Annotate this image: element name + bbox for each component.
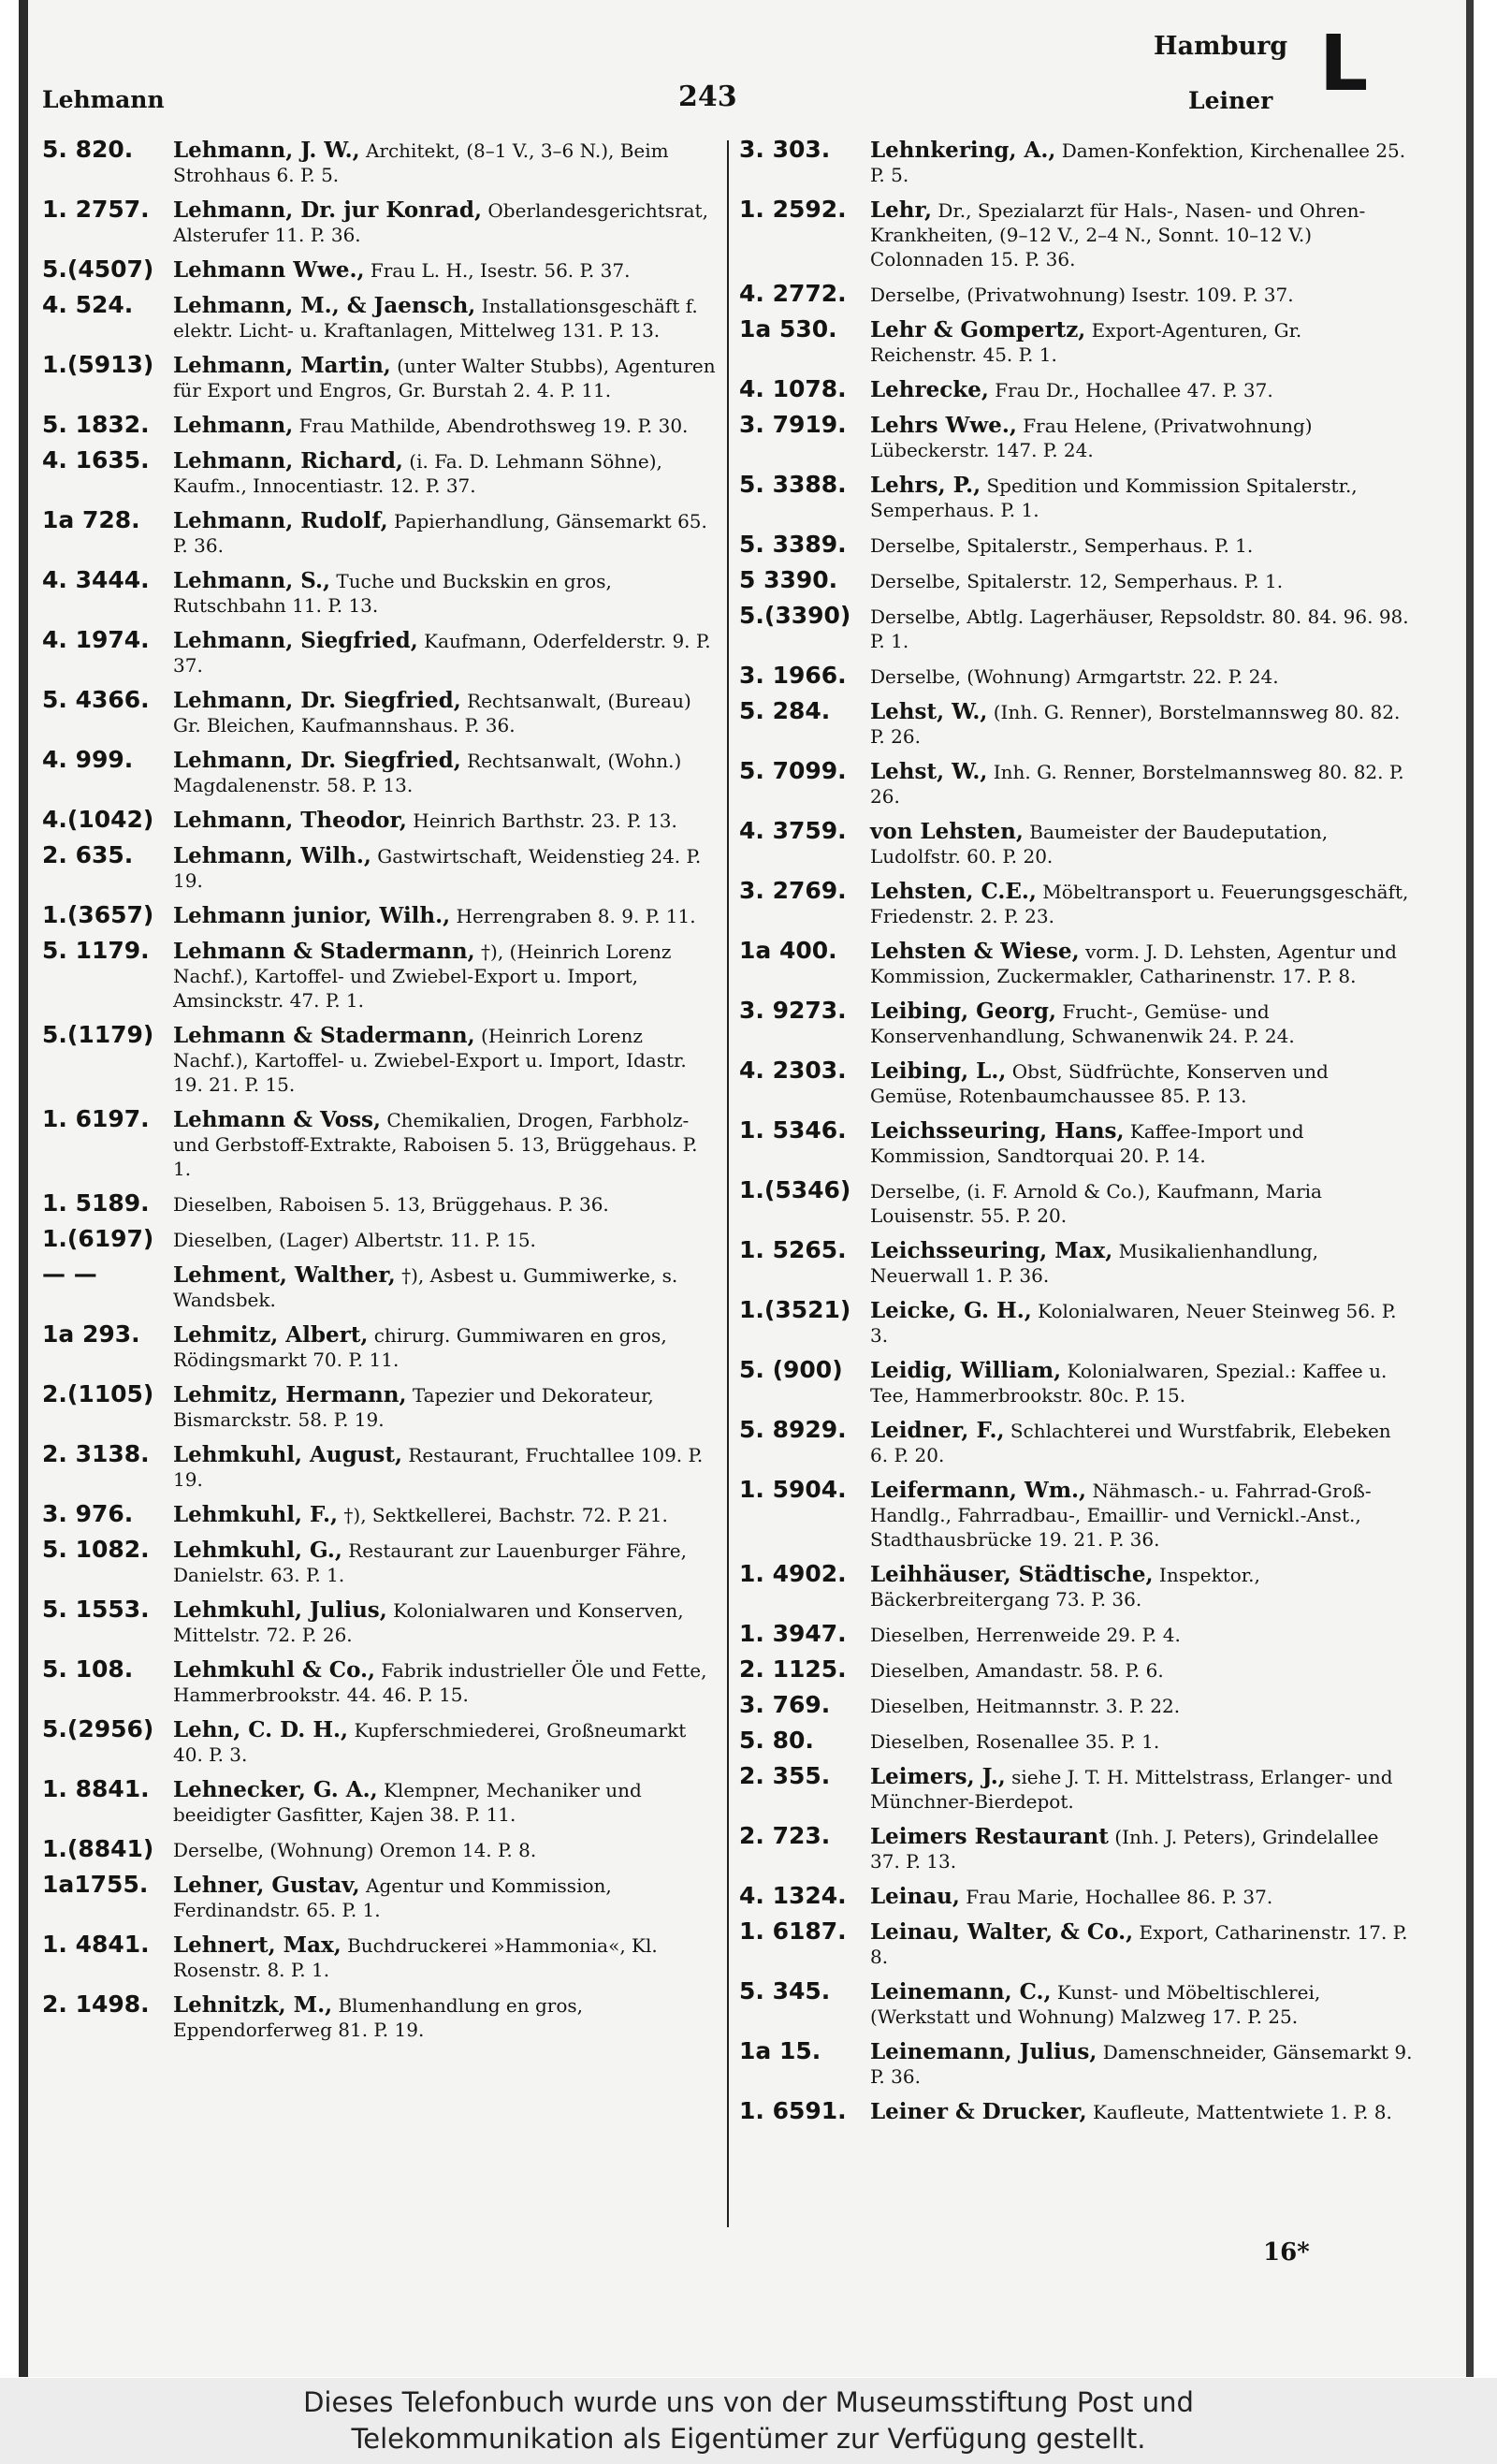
entry-details: Tapezier und Dekorateur, Bismarckstr. 58. P. 19. bbox=[173, 1384, 654, 1431]
entry-details: Herrengraben 8. 9. P. 11. bbox=[456, 905, 696, 927]
entry-details: Nähmasch.- u. Fahrrad-Groß-Handlg., Fahrradbau-, Emaillir- und Vernickl.-Anst., Stadthausbrücke 19. 21. P. 36. bbox=[870, 1480, 1372, 1551]
directory-entry bbox=[739, 999, 1413, 1048]
phone-number: 3. 769. bbox=[739, 1691, 831, 1718]
phone-number: — — bbox=[42, 1261, 97, 1288]
phone-number: 1a 530. bbox=[739, 315, 837, 343]
phone-number: 1.(6197) bbox=[42, 1225, 154, 1252]
directory-entry bbox=[42, 746, 716, 797]
phone-number: 2. 3138. bbox=[42, 1440, 150, 1467]
phone-number: 1. 4902. bbox=[739, 1560, 847, 1587]
phone-number: 3. 2769. bbox=[739, 877, 847, 904]
phone-number: 2. 1498. bbox=[42, 1990, 150, 2018]
entry-details: Kupferschmiederei, Großneumarkt 40. P. 3. bbox=[173, 1719, 687, 1766]
entry-details: Kolonialwaren, Spezial.: Kaffee u. Tee, Hammerbrookstr. 80c. P. 15. bbox=[870, 1360, 1388, 1407]
entry-name: Leichsseuring, Hans, bbox=[870, 1118, 1125, 1144]
entry-details: Agentur und Kommission, Ferdinandstr. 65. P. 1. bbox=[173, 1874, 612, 1921]
phone-number: 1a1755. bbox=[42, 1871, 149, 1898]
entry-details: Derselbe, (Privatwohnung) Isestr. 109. P. 37. bbox=[870, 284, 1294, 306]
entry-name: Lehmann, J. W., bbox=[173, 138, 360, 163]
directory-entry bbox=[42, 291, 716, 343]
header-right-word: Leiner bbox=[1188, 87, 1273, 114]
directory-entry bbox=[42, 1655, 716, 1707]
directory-entry bbox=[739, 1977, 1413, 2029]
entry-details: Blumenhandlung en gros, Eppendorferweg 81. P. 19. bbox=[173, 1994, 584, 2041]
phone-number: 4. 1324. bbox=[739, 1882, 847, 1909]
entry-details: Papierhandlung, Gänsemarkt 65. P. 36. bbox=[173, 510, 707, 557]
entry-name: Lehsten, C.E., bbox=[870, 879, 1037, 904]
entry-name: Lehmann, Dr. jur Konrad, bbox=[173, 197, 483, 223]
entry-name: Lehmann, Dr. Siegfried, bbox=[173, 748, 461, 773]
footer-line-1: Dieses Telefonbuch wurde uns von der Museumsstiftung Post und bbox=[303, 2386, 1194, 2418]
entry-details: Frau Marie, Hochallee 86. P. 37. bbox=[966, 1886, 1273, 1908]
directory-entry bbox=[739, 533, 1413, 558]
phone-number: 1. 2757. bbox=[42, 196, 150, 223]
phone-number: 5. 1082. bbox=[42, 1536, 150, 1563]
entry-details: Derselbe, Spitalerstr., Semperhaus. P. 1. bbox=[870, 534, 1254, 557]
phone-number: 4. 1974. bbox=[42, 626, 150, 653]
directory-entry bbox=[739, 280, 1413, 307]
directory-entry bbox=[42, 1715, 716, 1767]
phone-number: 1. 4841. bbox=[42, 1931, 150, 1958]
entry-name: Lehr, bbox=[870, 197, 932, 223]
entry-name: Leichsseuring, Max, bbox=[870, 1238, 1113, 1263]
phone-number: 4. 1078. bbox=[739, 375, 847, 402]
directory-entry bbox=[739, 697, 1413, 749]
directory-entry bbox=[739, 1296, 1413, 1348]
directory-entry bbox=[739, 877, 1413, 928]
entry-details: †), (Heinrich Lorenz Nachf.), Kartoffel- und Zwiebel-Export u. Import, Amsinckstr. 47. P. 1. bbox=[173, 940, 672, 1012]
entry-details: Fabrik industrieller Öle und Fette, Hammerbrookstr. 44. 46. P. 15. bbox=[173, 1659, 707, 1706]
phone-number: 4. 3444. bbox=[42, 566, 150, 593]
directory-entry bbox=[739, 1917, 1413, 1969]
entry-name: Lehmann, Siegfried, bbox=[173, 628, 418, 653]
directory-entry bbox=[42, 255, 716, 283]
directory-entry bbox=[739, 1236, 1413, 1288]
directory-entry bbox=[42, 1105, 716, 1181]
entry-details: Frau Mathilde, Abendrothsweg 19. P. 30. bbox=[298, 415, 689, 437]
header-left-word: Lehmann bbox=[42, 86, 165, 113]
phone-number: 5. 1553. bbox=[42, 1596, 150, 1623]
entry-details: vorm. J. D. Lehsten, Agentur und Kommission, Zuckermakler, Catharinenstr. 17. P. 8. bbox=[870, 940, 1397, 987]
entry-details: Dieselben, Herrenweide 29. P. 4. bbox=[870, 1624, 1181, 1646]
phone-number: 1a 400. bbox=[739, 937, 837, 964]
entry-name: Lehnert, Max, bbox=[173, 1932, 342, 1958]
directory-entry bbox=[739, 602, 1413, 653]
entry-name: Leifermann, Wm., bbox=[870, 1478, 1087, 1503]
directory-entry bbox=[739, 471, 1413, 522]
entry-name: Leinau, Walter, & Co., bbox=[870, 1919, 1134, 1945]
directory-entry bbox=[42, 1320, 716, 1372]
phone-number: 3. 9273. bbox=[739, 997, 847, 1024]
entry-name: Leidig, William, bbox=[870, 1358, 1062, 1383]
directory-entry bbox=[739, 2097, 1413, 2124]
entry-details: Dieselben, Amandastr. 58. P. 6. bbox=[870, 1659, 1164, 1682]
entry-name: Lehrs Wwe., bbox=[870, 413, 1017, 438]
header-city: Hamburg bbox=[1154, 32, 1288, 61]
directory-entry bbox=[42, 446, 716, 498]
entry-details: chirurg. Gummiwaren en gros, Rödingsmarkt 70. P. 11. bbox=[173, 1324, 667, 1371]
footer-notice bbox=[0, 2378, 1497, 2464]
phone-number: 1.(3657) bbox=[42, 901, 154, 928]
phone-number: 5.(3390) bbox=[739, 602, 851, 629]
phone-number: 1a 293. bbox=[42, 1320, 140, 1348]
entry-details: Restaurant zur Lauenburger Fähre, Danielstr. 63. P. 1. bbox=[173, 1539, 687, 1586]
entry-name: Lehnecker, G. A., bbox=[173, 1777, 378, 1802]
entry-name: Leidner, F., bbox=[870, 1418, 1005, 1443]
entry-details: Rechtsanwalt, (Wohn.) Magdalenenstr. 58. P. 13. bbox=[173, 750, 682, 796]
directory-entry bbox=[42, 1225, 716, 1252]
phone-number: 1.(8841) bbox=[42, 1835, 154, 1862]
directory-entry bbox=[739, 1116, 1413, 1168]
directory-entry bbox=[739, 198, 1413, 271]
entry-details: Damen-Konfektion, Kirchenallee 25. P. 5. bbox=[870, 139, 1406, 186]
entry-details: Oberlandesgerichtsrat, Alsterufer 11. P. 36. bbox=[173, 199, 708, 246]
directory-entry bbox=[739, 136, 1413, 187]
directory-entry bbox=[739, 1882, 1413, 1909]
phone-number: 5.(4507) bbox=[42, 255, 154, 283]
entry-name: Leibing, L., bbox=[870, 1058, 1007, 1084]
phone-number: 1a 15. bbox=[739, 2037, 821, 2064]
entry-name: Lehrecke, bbox=[870, 377, 989, 402]
entry-details: Derselbe, (Wohnung) Armgartstr. 22. P. 24. bbox=[870, 665, 1279, 688]
directory-entry bbox=[739, 1762, 1413, 1814]
entry-details: †), Sektkellerei, Bachstr. 72. P. 21. bbox=[343, 1504, 668, 1526]
entry-details: Spedition und Kommission Spitalerstr., Semperhaus. P. 1. bbox=[870, 474, 1358, 521]
directory-entry bbox=[42, 901, 716, 928]
directory-entry bbox=[42, 1500, 716, 1527]
entry-details: Dieselben, Rosenallee 35. P. 1. bbox=[870, 1730, 1160, 1753]
entry-name: von Lehsten, bbox=[870, 819, 1024, 844]
entry-details: Derselbe, Abtlg. Lagerhäuser, Repsoldstr. 80. 84. 96. 98. P. 1. bbox=[870, 605, 1409, 652]
directory-entry bbox=[42, 1440, 716, 1492]
entry-name: Lehr & Gompertz, bbox=[870, 317, 1086, 343]
directory-entry bbox=[739, 817, 1413, 868]
entry-name: Lehmkuhl, August, bbox=[173, 1442, 402, 1467]
phone-number: 2. 355. bbox=[739, 1762, 831, 1789]
phone-number: 4.(1042) bbox=[42, 806, 154, 833]
entry-details: Inh. G. Renner, Borstelmannsweg 80. 82. P. 26. bbox=[870, 761, 1404, 808]
entry-details: Dieselben, Heitmannstr. 3. P. 22. bbox=[870, 1695, 1181, 1717]
directory-entry bbox=[739, 1729, 1413, 1754]
entry-details: Derselbe, Spitalerstr. 12, Semperhaus. P. 1. bbox=[870, 570, 1284, 592]
entry-name: Leimers Restaurant bbox=[870, 1824, 1109, 1849]
header-letter: L bbox=[1319, 20, 1369, 109]
phone-number: 5. 1179. bbox=[42, 937, 150, 964]
entry-details: Export, Catharinenstr. 17. P. 8. bbox=[870, 1921, 1408, 1968]
entry-details: Gastwirtschaft, Weidenstieg 24. P. 19. bbox=[173, 845, 702, 892]
page-number: 243 bbox=[678, 80, 737, 113]
phone-number: 5. 3388. bbox=[739, 471, 847, 498]
entry-details: †), Asbest u. Gummiwerke, s. Wandsbek. bbox=[173, 1264, 678, 1311]
entry-details: Installationsgeschäft f. elektr. Licht- u. Kraftanlagen, Mittelweg 131. P. 13. bbox=[173, 295, 698, 342]
entry-name: Lehmann, M., & Jaensch, bbox=[173, 293, 476, 318]
directory-entry bbox=[42, 937, 716, 1013]
directory-entry bbox=[739, 375, 1413, 402]
directory-entry bbox=[42, 1871, 716, 1922]
entry-details: Derselbe, (Wohnung) Oremon 14. P. 8. bbox=[173, 1839, 537, 1861]
entry-details: Inspektor., Bäckerbreitergang 73. P. 36. bbox=[870, 1564, 1260, 1611]
entry-name: Lehn, C. D. H., bbox=[173, 1717, 349, 1742]
directory-entry bbox=[42, 1835, 716, 1862]
phone-number: 3. 303. bbox=[739, 136, 831, 163]
entry-name: Lehmann, Dr. Siegfried, bbox=[173, 688, 461, 713]
entry-details: Export-Agenturen, Gr. Reichenstr. 45. P. 1. bbox=[870, 319, 1302, 366]
entry-details: (i. Fa. D. Lehmann Söhne), Kaufm., Innocentiastr. 12. P. 37. bbox=[173, 450, 662, 497]
phone-number: 4. 2772. bbox=[739, 280, 847, 307]
entry-details: Dr., Spezialarzt für Hals-, Nasen- und Ohren-Krankheiten, (9–12 V., 2–4 N., Sonnt. 10–12 V.) Colonnaden 15. P. 36. bbox=[870, 199, 1366, 270]
entry-details: Frau Helene, (Privatwohnung) Lübeckerstr. 147. P. 24. bbox=[870, 415, 1313, 461]
entry-details: Architekt, (8–1 V., 3–6 N.), Beim Strohhaus 6. P. 5. bbox=[173, 139, 669, 186]
entry-name: Leicke, G. H., bbox=[870, 1298, 1032, 1323]
phone-number: 3. 7919. bbox=[739, 411, 847, 438]
entry-name: Lehst, W., bbox=[870, 699, 988, 724]
entry-details: Musikalienhandlung, Neuerwall 1. P. 36. bbox=[870, 1240, 1319, 1287]
phone-number: 1. 5265. bbox=[739, 1236, 847, 1263]
signature-mark: 16* bbox=[1263, 2238, 1310, 2267]
directory-entry bbox=[42, 411, 716, 438]
phone-number: 2. 635. bbox=[42, 841, 134, 868]
phone-number: 1. 6197. bbox=[42, 1105, 150, 1132]
entry-details: Restaurant, Fruchtallee 109. P. 19. bbox=[173, 1444, 704, 1491]
entry-details: Schlachterei und Wurstfabrik, Elebeken 6. P. 20. bbox=[870, 1420, 1391, 1466]
phone-number: 5.(1179) bbox=[42, 1021, 154, 1048]
directory-entry bbox=[42, 1933, 716, 1982]
phone-number: 1.(5913) bbox=[42, 351, 154, 378]
directory-entry bbox=[42, 198, 716, 247]
phone-number: 5. 108. bbox=[42, 1655, 134, 1683]
entry-name: Leimers, J., bbox=[870, 1764, 1006, 1789]
entry-details: Kaufmann, Oderfelderstr. 9. P. 37. bbox=[173, 630, 711, 677]
entry-details: Kolonialwaren und Konserven, Mittelstr. 72. P. 26. bbox=[173, 1599, 684, 1646]
phone-number: 3. 1966. bbox=[739, 662, 847, 689]
entry-details: Dieselben, Raboisen 5. 13, Brüggehaus. P. 36. bbox=[173, 1193, 609, 1216]
phone-number: 4. 3759. bbox=[739, 817, 847, 844]
entry-details: Damenschneider, Gänsemarkt 9. P. 36. bbox=[870, 2041, 1413, 2088]
entry-details: Frau L. H., Isestr. 56. P. 37. bbox=[370, 259, 631, 282]
phone-number: 1. 5346. bbox=[739, 1116, 847, 1144]
directory-entry bbox=[42, 136, 716, 187]
entry-name: Leinemann, Julius, bbox=[870, 2039, 1097, 2064]
entry-details: Kolonialwaren, Neuer Steinweg 56. P. 3. bbox=[870, 1300, 1397, 1347]
directory-entry bbox=[739, 757, 1413, 809]
entry-details: Buchdruckerei »Hammonia«, Kl. Rosenstr. 8. P. 1. bbox=[173, 1934, 658, 1981]
directory-entry bbox=[739, 1416, 1413, 1467]
entry-details: Dieselben, (Lager) Albertstr. 11. P. 15. bbox=[173, 1229, 536, 1251]
entry-name: Leiner & Drucker, bbox=[870, 2099, 1087, 2124]
phone-number: 5. 80. bbox=[739, 1727, 814, 1754]
phone-number: 1a 728. bbox=[42, 506, 140, 533]
phone-number: 4. 999. bbox=[42, 746, 134, 773]
directory-entry bbox=[739, 566, 1413, 593]
column-divider bbox=[727, 140, 729, 2227]
entry-name: Lehst, W., bbox=[870, 759, 988, 784]
directory-entry bbox=[739, 1822, 1413, 1874]
entry-name: Lehmann, Richard, bbox=[173, 448, 403, 474]
phone-number: 5. 3389. bbox=[739, 531, 847, 558]
left-column bbox=[42, 136, 716, 2053]
entry-name: Leihhäuser, Städtische, bbox=[870, 1562, 1154, 1587]
directory-entry bbox=[739, 664, 1413, 689]
phone-number: 5. (900) bbox=[739, 1356, 843, 1383]
directory-entry bbox=[739, 1560, 1413, 1611]
entry-details: Rechtsanwalt, (Bureau) Gr. Bleichen, Kaufmannshaus. P. 36. bbox=[173, 690, 691, 736]
entry-name: Lehmann, bbox=[173, 413, 294, 438]
phone-number: 1. 5904. bbox=[739, 1476, 847, 1503]
entry-name: Lehnitzk, M., bbox=[173, 1992, 333, 2018]
directory-entry bbox=[42, 626, 716, 678]
phone-number: 1. 6591. bbox=[739, 2097, 847, 2124]
entry-name: Lehrs, P., bbox=[870, 473, 981, 498]
phone-number: 5. 345. bbox=[739, 1977, 831, 2005]
entry-details: Frucht-, Gemüse- und Konservenhandlung, Schwanenwik 24. P. 24. bbox=[870, 1000, 1295, 1047]
phone-number: 1. 2592. bbox=[739, 196, 847, 223]
phone-number: 5. 8929. bbox=[739, 1416, 847, 1443]
entry-name: Leinemann, C., bbox=[870, 1979, 1052, 2005]
directory-entry bbox=[739, 1620, 1413, 1647]
phone-number: 5 3390. bbox=[739, 566, 838, 593]
footer-line-2: Telekommunikation als Eigentümer zur Verfügung gestellt. bbox=[351, 2423, 1146, 2455]
entry-details: (Heinrich Lorenz Nachf.), Kartoffel- u. Zwiebel-Export u. Import, Idastr. 19. 21. P. 15. bbox=[173, 1025, 687, 1096]
directory-entry bbox=[42, 566, 716, 618]
directory-entry bbox=[42, 1538, 716, 1587]
right-column bbox=[739, 136, 1413, 2136]
entry-details: siehe J. T. H. Mittelstrass, Erlanger- und Münchner-Bierdepot. bbox=[870, 1766, 1393, 1813]
entry-name: Lehner, Gustav, bbox=[173, 1873, 360, 1898]
entry-name: Lehment, Walther, bbox=[173, 1262, 396, 1288]
entry-details: Möbeltransport u. Feuerungsgeschäft, Friedenstr. 2. P. 23. bbox=[870, 881, 1409, 927]
phone-number: 1. 6187. bbox=[739, 1917, 847, 1945]
phone-number: 1. 5189. bbox=[42, 1189, 150, 1217]
phone-number: 1. 8841. bbox=[42, 1775, 150, 1802]
entry-name: Lehmann Wwe., bbox=[173, 257, 365, 283]
phone-number: 5. 1832. bbox=[42, 411, 150, 438]
entry-name: Lehmkuhl, G., bbox=[173, 1538, 342, 1563]
phone-number: 5. 284. bbox=[739, 697, 831, 724]
directory-entry bbox=[739, 2037, 1413, 2089]
phone-number: 5.(2956) bbox=[42, 1715, 154, 1742]
directory-entry bbox=[42, 506, 716, 558]
directory-entry bbox=[739, 1356, 1413, 1407]
entry-details: Kunst- und Möbeltischlerei, (Werkstatt und Wohnung) Malzweg 17. P. 25. bbox=[870, 1981, 1321, 2028]
entry-name: Lehmitz, Albert, bbox=[173, 1322, 369, 1348]
phone-number: 4. 2303. bbox=[739, 1057, 847, 1084]
directory-entry bbox=[42, 806, 716, 833]
entry-name: Lehmann, Theodor, bbox=[173, 808, 407, 833]
entry-name: Lehmkuhl, Julius, bbox=[173, 1597, 387, 1623]
directory-entry bbox=[739, 1176, 1413, 1228]
entry-details: Klempner, Mechaniker und beeidigter Gasfitter, Kajen 38. P. 11. bbox=[173, 1779, 642, 1826]
entry-name: Lehsten & Wiese, bbox=[870, 939, 1080, 964]
entry-name: Leibing, Georg, bbox=[870, 999, 1057, 1024]
entry-name: Lehmkuhl & Co., bbox=[173, 1657, 376, 1683]
entry-name: Lehmitz, Hermann, bbox=[173, 1382, 407, 1407]
directory-entry bbox=[42, 1598, 716, 1647]
entry-name: Lehmann, Martin, bbox=[173, 353, 391, 378]
entry-name: Lehmann, S., bbox=[173, 568, 331, 593]
phone-number: 2. 723. bbox=[739, 1822, 831, 1849]
entry-name: Lehmann & Stadermann, bbox=[173, 939, 475, 964]
directory-entry bbox=[42, 841, 716, 893]
phone-number: 3. 976. bbox=[42, 1500, 134, 1527]
phone-number: 5. 7099. bbox=[739, 757, 847, 784]
phone-number: 1.(3521) bbox=[739, 1296, 851, 1323]
entry-name: Lehnkering, A., bbox=[870, 138, 1056, 163]
entry-details: Heinrich Barthstr. 23. P. 13. bbox=[413, 809, 677, 832]
entry-name: Leinau, bbox=[870, 1884, 960, 1909]
phone-number: 4. 524. bbox=[42, 291, 134, 318]
phone-number: 4. 1635. bbox=[42, 446, 150, 474]
directory-entry bbox=[42, 351, 716, 402]
directory-entry bbox=[42, 686, 716, 737]
entry-details: Chemikalien, Drogen, Farbholz- und Gerbstoff-Extrakte, Raboisen 5. 13, Brüggehaus. P. 1. bbox=[173, 1109, 698, 1180]
entry-name: Lehmann junior, Wilh., bbox=[173, 903, 451, 928]
scanned-page bbox=[19, 0, 1474, 2377]
entry-details: (unter Walter Stubbs), Agenturen für Export und Engros, Gr. Burstah 2. 4. P. 11. bbox=[173, 355, 716, 401]
phone-number: 2. 1125. bbox=[739, 1655, 847, 1683]
phone-number: 5. 4366. bbox=[42, 686, 150, 713]
directory-entry bbox=[42, 1189, 716, 1217]
directory-entry bbox=[42, 1263, 716, 1312]
phone-number: 5. 820. bbox=[42, 136, 134, 163]
directory-entry bbox=[739, 1059, 1413, 1108]
directory-entry bbox=[42, 1775, 716, 1827]
entry-details: Derselbe, (i. F. Arnold & Co.), Kaufmann, Maria Louisenstr. 55. P. 20. bbox=[870, 1180, 1322, 1227]
entry-details: Frau Dr., Hochallee 47. P. 37. bbox=[995, 379, 1273, 401]
entry-details: (Inh. G. Renner), Borstelmannsweg 80. 82. P. 26. bbox=[870, 701, 1401, 748]
directory-entry bbox=[42, 1990, 716, 2042]
phone-number: 1. 3947. bbox=[739, 1620, 847, 1647]
entry-details: Kaffee-Import und Kommission, Sandtorquai 20. P. 14. bbox=[870, 1120, 1304, 1167]
directory-entry bbox=[739, 411, 1413, 462]
directory-entry bbox=[42, 1380, 716, 1432]
phone-number: 1.(5346) bbox=[739, 1176, 851, 1203]
entry-details: Kaufleute, Mattentwiete 1. P. 8. bbox=[1092, 2101, 1392, 2123]
directory-entry bbox=[739, 1476, 1413, 1552]
entry-details: (Inh. J. Peters), Grindelallee 37. P. 13. bbox=[870, 1826, 1379, 1873]
entry-name: Lehmann & Voss, bbox=[173, 1107, 381, 1132]
entry-details: Tuche und Buckskin en gros, Rutschbahn 11. P. 13. bbox=[173, 570, 612, 617]
directory-entry bbox=[739, 1655, 1413, 1683]
entry-name: Lehmkuhl, F., bbox=[173, 1502, 339, 1527]
directory-entry bbox=[42, 1021, 716, 1097]
entry-name: Lehmann, Rudolf, bbox=[173, 508, 388, 533]
directory-entry bbox=[739, 1691, 1413, 1718]
phone-number: 2.(1105) bbox=[42, 1380, 154, 1407]
directory-entry bbox=[739, 315, 1413, 367]
entry-details: Baumeister der Baudeputation, Ludolfstr. 60. P. 20. bbox=[870, 821, 1329, 868]
entry-details: Obst, Südfrüchte, Konserven und Gemüse, Rotenbaumchaussee 85. P. 13. bbox=[870, 1060, 1329, 1107]
directory-entry bbox=[739, 937, 1413, 988]
entry-name: Lehmann & Stadermann, bbox=[173, 1023, 475, 1048]
entry-name: Lehmann, Wilh., bbox=[173, 843, 371, 868]
